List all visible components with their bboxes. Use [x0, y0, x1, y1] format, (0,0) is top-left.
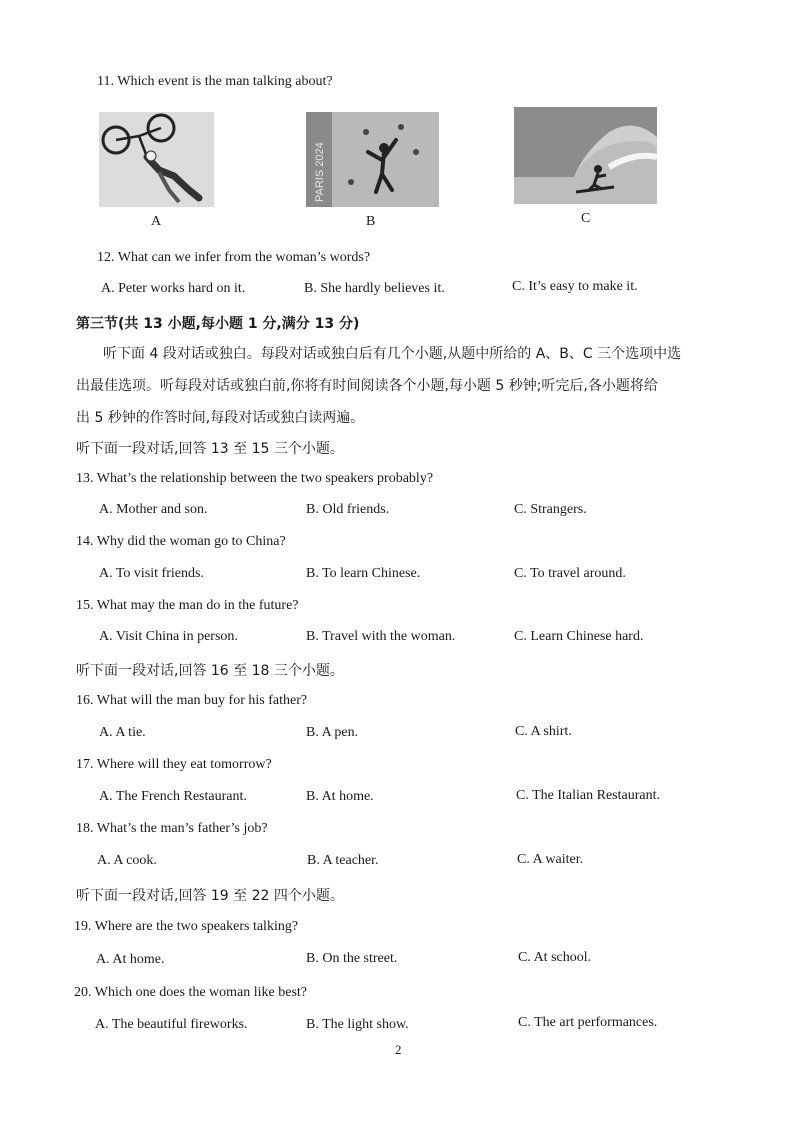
surfing-icon — [514, 107, 657, 204]
image-b-label: B — [366, 214, 376, 229]
question-18: 18. What’s the man’s father’s job? — [76, 821, 268, 836]
q14-option-a: A. To visit friends. — [99, 566, 204, 581]
question-13: 13. What’s the relationship between the two speakers probably? — [76, 471, 434, 486]
q17-option-c: C. The Italian Restaurant. — [516, 788, 660, 803]
question-11: 11. Which event is the man talking about? — [97, 74, 333, 89]
page-number: 2 — [395, 1042, 402, 1057]
q17-option-b: B. At home. — [306, 789, 374, 804]
q19-option-a: A. At home. — [96, 952, 165, 967]
q18-option-c: C. A waiter. — [517, 852, 584, 867]
q15-option-b: B. Travel with the woman. — [306, 629, 456, 644]
question-19: 19. Where are the two speakers talking? — [74, 919, 299, 934]
question-14: 14. Why did the woman go to China? — [76, 534, 286, 549]
question-15: 15. What may the man do in the future? — [76, 598, 299, 613]
group-3-heading: 听下面一段对话,回答 19 至 22 四个小题。 — [76, 888, 344, 904]
q15-option-c: C. Learn Chinese hard. — [514, 629, 644, 644]
question-16: 16. What will the man buy for his father? — [76, 693, 308, 708]
section-3-title: 第三节(共 13 小题,每小题 1 分,满分 13 分) — [76, 316, 360, 332]
group-2-heading: 听下面一段对话,回答 16 至 18 三个小题。 — [76, 663, 344, 679]
q20-option-a: A. The beautiful fireworks. — [95, 1017, 248, 1032]
q20-option-b: B. The light show. — [306, 1017, 409, 1032]
q20-option-c: C. The art performances. — [518, 1015, 658, 1030]
image-a-label: A — [151, 214, 162, 229]
image-c-surfing-photo — [514, 107, 657, 204]
image-c-label: C — [581, 211, 591, 226]
q13-option-b: B. Old friends. — [306, 502, 390, 517]
q18-option-a: A. A cook. — [97, 853, 157, 868]
q12-option-c: C. It’s easy to make it. — [512, 279, 638, 294]
wall-climbing-icon — [306, 112, 439, 207]
question-17: 17. Where will they eat tomorrow? — [76, 757, 272, 772]
q12-option-a: A. Peter works hard on it. — [101, 281, 246, 296]
question-20: 20. Which one does the woman like best? — [74, 985, 308, 1000]
bmx-bike-icon — [99, 112, 214, 207]
q16-option-b: B. A pen. — [306, 725, 359, 740]
group-1-heading: 听下面一段对话,回答 13 至 15 三个小题。 — [76, 441, 344, 457]
question-12: 12. What can we infer from the woman’s words? — [97, 250, 371, 265]
q13-option-c: C. Strangers. — [514, 502, 587, 517]
q17-option-a: A. The French Restaurant. — [99, 789, 247, 804]
q19-option-b: B. On the street. — [306, 951, 398, 966]
section-3-instruction-line-3: 出 5 秒钟的作答时间,每段对话或独白读两遍。 — [76, 410, 365, 426]
q14-option-b: B. To learn Chinese. — [306, 566, 421, 581]
q18-option-b: B. A teacher. — [307, 853, 379, 868]
q19-option-c: C. At school. — [518, 950, 592, 965]
section-3-instruction-line-2: 出最佳选项。听每段对话或独白前,你将有时间阅读各个小题,每小题 5 秒钟;听完后,各小题将给 — [76, 378, 658, 394]
section-3-instruction-line-1: 听下面 4 段对话或独白。每段对话或独白后有几个小题,从题中所给的 A、B、C 三个选项中选 — [103, 346, 682, 362]
q13-option-a: A. Mother and son. — [99, 502, 208, 517]
q12-option-b: B. She hardly believes it. — [304, 281, 445, 296]
q16-option-a: A. A tie. — [99, 725, 146, 740]
image-b-climbing-photo — [306, 112, 439, 207]
q15-option-a: A. Visit China in person. — [99, 629, 238, 644]
image-a-bmx-photo — [99, 112, 214, 207]
q14-option-c: C. To travel around. — [514, 566, 626, 581]
svg-text:PARIS 2024: PARIS 2024 — [314, 142, 326, 202]
q16-option-c: C. A shirt. — [515, 724, 572, 739]
